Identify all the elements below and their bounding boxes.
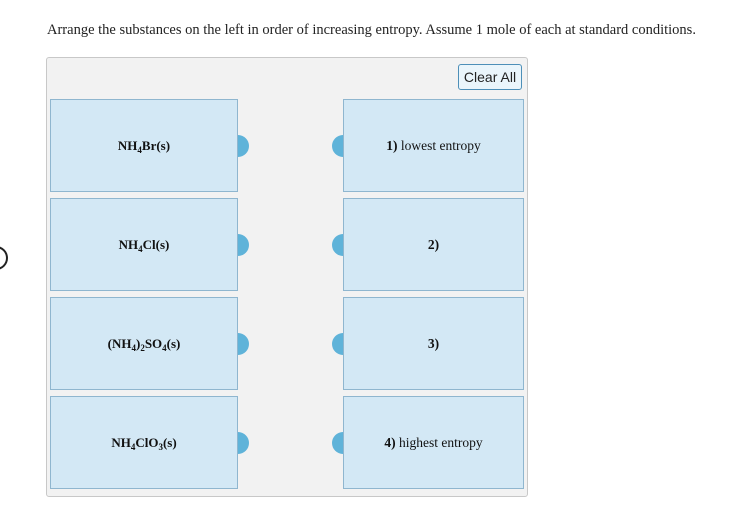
substance-label: $(NH_4)_2SO_4(s)$ (107, 335, 181, 353)
rank-target-3[interactable] (343, 297, 524, 390)
question-text: Arrange the substances on the left in order of increasing entropy. Assume 1 mole of each at standard conditions. (47, 22, 696, 38)
substance-label: $NH_4ClO_3(s)$ (111, 434, 177, 452)
rank-number: 3) (427, 335, 440, 351)
rank-number: 2) (427, 236, 440, 252)
rank-label (384, 435, 482, 451)
substance-card-1[interactable] (50, 99, 238, 192)
rank-number: 1) (386, 137, 398, 153)
rank-target-4[interactable] (343, 396, 524, 489)
substance-card-4[interactable] (50, 396, 238, 489)
rank-text: highest entropy (395, 434, 483, 450)
rank-number: 4) (384, 434, 396, 450)
clear-all-button[interactable]: Clear All (458, 64, 522, 90)
rank-label (428, 336, 439, 352)
rank-target-1[interactable] (343, 99, 524, 192)
substance-label: $NH_4Cl(s)$ (118, 236, 170, 254)
side-panel-tab[interactable] (0, 246, 8, 270)
rank-label (428, 237, 439, 253)
rank-label (386, 138, 481, 154)
substance-card-2[interactable] (50, 198, 238, 291)
substance-card-3[interactable] (50, 297, 238, 390)
rank-text: lowest entropy (397, 137, 481, 153)
rank-target-2[interactable] (343, 198, 524, 291)
substance-label: $NH_4Br(s)$ (117, 137, 171, 155)
